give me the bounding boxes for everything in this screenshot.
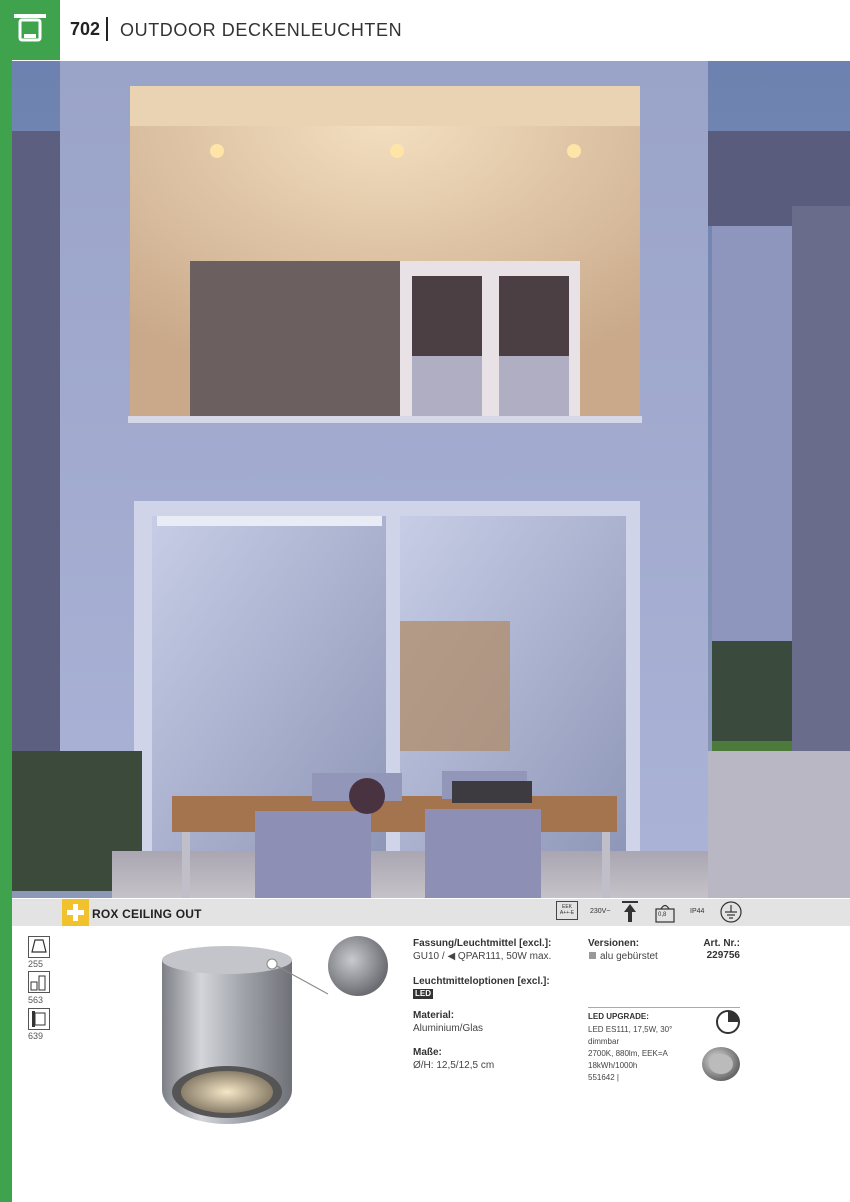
distance-value: 255 bbox=[28, 959, 44, 969]
header-icon-box bbox=[0, 0, 60, 60]
mounting-value: 639 bbox=[28, 1031, 44, 1041]
upgrade-line5: 551642 | bbox=[588, 1073, 619, 1082]
led-icon: LED bbox=[415, 989, 431, 998]
page-number: 702 bbox=[70, 19, 101, 39]
distance-icon bbox=[28, 936, 50, 958]
section-title: OUTDOOR DECKENLEUCHTEN bbox=[120, 20, 403, 40]
masse-value: Ø/H: 12,5/12,5 cm bbox=[413, 1060, 495, 1071]
height-value: 563 bbox=[28, 995, 44, 1005]
masse-label: Maße: bbox=[413, 1047, 442, 1058]
upgrade-line3: 2700K, 880lm, EEK=A bbox=[588, 1049, 668, 1058]
upgrade-divider bbox=[588, 1007, 740, 1008]
dimmable-icon bbox=[715, 1009, 741, 1035]
hero-photo bbox=[12, 61, 850, 898]
protection-class-ground-icon bbox=[720, 901, 742, 923]
mounting-direction-icon bbox=[622, 901, 638, 923]
led-bulb-icon bbox=[700, 1043, 742, 1085]
ip-rating: IP44 bbox=[690, 908, 705, 915]
optionen-label: Leuchtmitteloptionen [excl.]: bbox=[413, 976, 550, 987]
height-icon bbox=[28, 971, 50, 993]
upgrade-line4: 18kWh/1000h bbox=[588, 1061, 638, 1070]
header-separator bbox=[106, 17, 108, 41]
versionen-value: alu gebürstet bbox=[600, 951, 658, 962]
voltage-label: 230V~ bbox=[590, 908, 611, 915]
artnr-value: 229756 bbox=[706, 950, 740, 961]
new-product-plus-icon bbox=[62, 899, 89, 926]
ceiling-light-icon bbox=[12, 12, 48, 48]
fassung-value: GU10 / ◀ QPAR111, 50W max. bbox=[413, 951, 552, 962]
material-value: Aluminium/Glas bbox=[413, 1023, 484, 1034]
mounting-icon bbox=[28, 1008, 50, 1030]
product-photo bbox=[150, 930, 400, 1140]
energy-class-icon: EEK A++-E bbox=[556, 901, 578, 920]
fassung-label: Fassung/Leuchtmittel [excl.]: bbox=[413, 938, 552, 949]
alu-swatch-icon bbox=[589, 952, 596, 959]
side-color-bar bbox=[0, 0, 12, 1202]
upgrade-line1: LED ES111, 17,5W, 30° bbox=[588, 1025, 673, 1034]
product-name: ROX CEILING OUT bbox=[92, 907, 202, 921]
weight-value: 0,8 bbox=[658, 912, 667, 918]
artnr-label: Art. Nr.: bbox=[703, 938, 740, 949]
material-label: Material: bbox=[413, 1010, 455, 1021]
upgrade-label: LED UPGRADE: bbox=[588, 1012, 649, 1021]
versionen-label: Versionen: bbox=[588, 938, 640, 949]
upgrade-line2: dimmbar bbox=[588, 1037, 620, 1046]
